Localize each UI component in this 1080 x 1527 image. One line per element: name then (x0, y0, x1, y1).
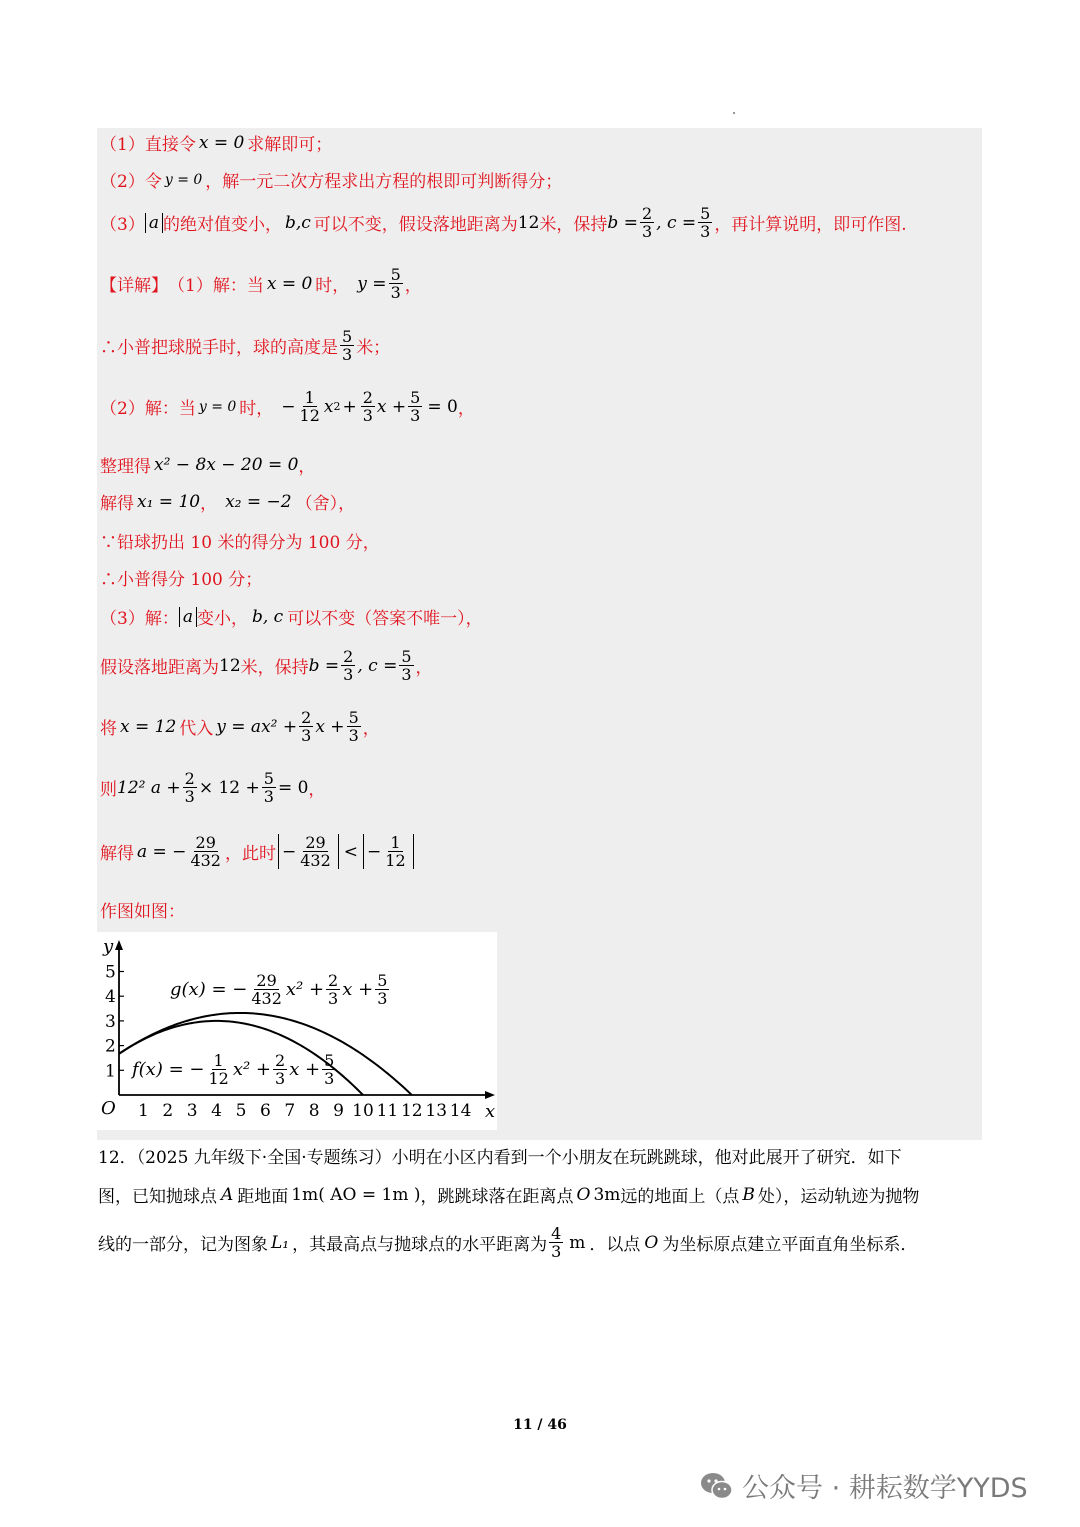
y-axis-label: y (103, 936, 114, 957)
solution-step-9 (100, 648, 433, 683)
denominator: 432 (251, 989, 282, 1008)
denominator: 3 (362, 406, 373, 425)
variable: x + (315, 716, 345, 737)
hint-text: （2）令 (100, 172, 162, 192)
numerator: 5 (390, 265, 401, 284)
hint-text: ，解一元二次方程求出方程的根即可判断得分； (205, 172, 563, 192)
x-tick-label: 14 (449, 1101, 472, 1121)
denominator: 3 (324, 1069, 335, 1088)
numerator: 4 (551, 1224, 562, 1243)
x-tick-label: 4 (211, 1101, 223, 1121)
step-text: 时， (239, 399, 274, 419)
denominator: 3 (401, 665, 412, 684)
operator: + (342, 396, 357, 417)
numerator: 5 (700, 204, 711, 223)
fraction (273, 1052, 287, 1087)
y-tick-label: 4 (105, 987, 116, 1008)
step-text: 作图如图： (100, 902, 185, 922)
step-text: ， (298, 457, 316, 477)
absolute-value (278, 834, 339, 869)
fraction (341, 648, 355, 683)
denominator: 432 (300, 851, 331, 870)
root: x₂ = −2 (225, 491, 292, 512)
numerator: 2 (362, 388, 373, 407)
equation: = 0 (277, 777, 309, 798)
step-text: （1）解：当 (168, 276, 264, 296)
numerator: 2 (343, 647, 354, 666)
y-tick-label: 1 (105, 1061, 116, 1082)
g-function-label (170, 972, 391, 1007)
y-tick-label: 2 (105, 1036, 116, 1057)
x-tick-label: 9 (333, 1101, 345, 1121)
x-tick-label: 8 (308, 1101, 320, 1121)
fraction (340, 328, 354, 363)
numerator: 29 (256, 971, 277, 990)
step-text: ，此时 (224, 844, 276, 864)
numerator: 5 (348, 708, 359, 727)
denominator: 3 (348, 726, 359, 745)
solution-step-11 (100, 770, 325, 805)
fraction (188, 834, 223, 869)
fraction (326, 972, 340, 1007)
question-text: 线的一部分，记为图象 (98, 1235, 268, 1255)
solution-step-2 (100, 328, 390, 363)
wechat-icon (700, 1471, 734, 1501)
step-text: 整理得 (100, 457, 151, 477)
label-text: x² + (232, 1059, 271, 1080)
step-text: ∵铅球扔出 10 米的得分为 100 分， (100, 533, 380, 553)
point-label: O (576, 1184, 591, 1205)
step-text: 解得 (100, 844, 134, 864)
step-text: 变小， (196, 609, 248, 629)
question-12-line-3 (98, 1225, 982, 1260)
question-text: ．以点 (589, 1235, 641, 1255)
absolute-value (363, 834, 414, 869)
numerator: 5 (263, 769, 274, 788)
equation: = 0 (427, 396, 458, 417)
variables: b,c (284, 212, 311, 233)
fraction (298, 834, 333, 869)
x-tick-label: 5 (235, 1101, 247, 1121)
hint-3 (100, 205, 907, 240)
equation: b = (308, 655, 340, 676)
y-tick-label: 5 (105, 962, 116, 983)
step-text: ， (362, 719, 380, 739)
x-tick-label: 12 (400, 1101, 423, 1121)
x-axis-label: x (485, 1101, 496, 1122)
y-tick-label: 3 (105, 1011, 116, 1032)
numerator: 2 (328, 971, 339, 990)
fraction (249, 972, 284, 1007)
question-text: ，其最高点与抛球点的水平距离为 (292, 1235, 548, 1255)
fraction (298, 389, 322, 424)
label-text: f(x) = − (132, 1059, 205, 1080)
x-tick-label: 11 (376, 1101, 399, 1121)
step-text: ∴小普把球脱手时，球的高度是 (100, 338, 338, 358)
equation: y = 0 (198, 398, 237, 415)
point-label: A (221, 1184, 234, 1205)
question-12-line-2 (98, 1182, 982, 1207)
measure: 1m (291, 1184, 319, 1205)
step-text: 假设落地距离为 (100, 658, 219, 678)
variable: x (323, 396, 334, 417)
solution-step-8 (100, 604, 483, 629)
equation: , c = (357, 655, 398, 676)
fraction (361, 389, 375, 424)
solution-step-13 (100, 897, 185, 922)
detail-tag: 【详解】 (100, 276, 168, 296)
step-text: （2）解：当 (100, 399, 196, 419)
solution-step-3: （2）解：当 y = 0 时， − $\frac{1}{12}$ x 2 + $\frac{2}{3}$ x + $\frac{5}{3}$ = 0 ， (100, 388, 475, 425)
step-text: 时， (315, 276, 350, 296)
denominator: 3 (377, 989, 388, 1008)
watermark-text: 公众号 · 耕耘数学YYDS (742, 1473, 1028, 1504)
equation: , c = (656, 212, 697, 233)
step-text: （舍）， (295, 494, 356, 514)
equation: y = 0 (164, 171, 203, 188)
question-text: 处），运动轨迹为抛物 (757, 1187, 920, 1207)
fraction (322, 1052, 336, 1087)
numerator: 5 (342, 327, 353, 346)
denominator: 3 (301, 726, 312, 745)
step-text: ， (457, 399, 475, 419)
denominator: 12 (299, 406, 320, 425)
step-text: 则 (100, 780, 117, 800)
denominator: 432 (190, 851, 221, 870)
fraction (262, 770, 276, 805)
hint-text: 求解即可； (247, 135, 333, 155)
denominator: 3 (641, 222, 653, 241)
numerator: 1 (213, 1051, 224, 1070)
step-text: ∴小普得分 100 分； (100, 570, 263, 590)
fraction (549, 1225, 563, 1260)
numerator: 1 (304, 388, 315, 407)
x-tick-label: 2 (162, 1101, 174, 1121)
equation: 12² a + (117, 777, 181, 798)
hint-1 (100, 130, 332, 155)
denominator: 3 (700, 222, 711, 241)
denominator: 12 (208, 1069, 229, 1088)
step-text: （3）解： (100, 609, 179, 629)
step-text: 米； (356, 338, 391, 358)
denominator: 3 (275, 1069, 286, 1088)
root: x₁ = 10 (137, 491, 201, 512)
watermark (700, 1466, 1028, 1505)
variables: b, c (251, 606, 284, 627)
hint-text: 可以不变，假设落地距离为 (313, 215, 518, 235)
operator: − (281, 841, 297, 862)
solution-step-1 (100, 266, 422, 301)
numerator: 5 (377, 971, 388, 990)
hint-text: 的绝对值变小， (162, 215, 282, 235)
operator: − (281, 396, 296, 417)
denominator: 3 (328, 989, 339, 1008)
hint-2 (100, 167, 562, 192)
equation: x = 0 (198, 132, 245, 153)
equation: a = − (137, 841, 187, 862)
absolute-value: a (179, 607, 197, 627)
fraction (408, 389, 422, 424)
numerator: 5 (401, 647, 412, 666)
operator: − (367, 841, 382, 862)
variable: x + (376, 396, 407, 417)
numerator: 2 (184, 769, 195, 788)
solution-step-5 (100, 489, 355, 514)
number: 12 (219, 655, 241, 676)
x-tick-label: 13 (425, 1101, 448, 1121)
solution-step-7 (100, 565, 262, 590)
fraction (399, 648, 413, 683)
point-label: O (644, 1232, 659, 1253)
x-tick-label: 10 (352, 1101, 374, 1121)
page-number: 11 / 46 (513, 1417, 567, 1433)
step-text: 解得 (100, 494, 134, 514)
fraction (299, 709, 313, 744)
question-12-line-1 (98, 1143, 982, 1168)
equation: y = ax² + (216, 716, 298, 737)
graph-label: L₁ (271, 1232, 290, 1253)
x-tick-label: 6 (259, 1101, 271, 1121)
denominator: 3 (551, 1242, 562, 1261)
numerator: 1 (390, 833, 401, 852)
hint-text: 米，保持 (539, 215, 608, 235)
step-text: 将 (100, 719, 117, 739)
numerator: 2 (641, 204, 653, 223)
equation: × 12 + (198, 777, 260, 798)
denominator: 3 (343, 665, 354, 684)
numerator: 2 (301, 708, 312, 727)
equation: b = (607, 212, 638, 233)
label-text: x² + (285, 979, 325, 1000)
equation: y = (357, 273, 387, 294)
question-text: 12．（2025 九年级下·全国·专题练习）小明在小区内看到一个小朋友在玩跳跳球，他对此展开了研究．如下 (98, 1148, 902, 1168)
number: 12 (517, 212, 540, 233)
hint-text: ，再计算说明，即可作图. (714, 215, 907, 235)
hint-text: （3） (100, 215, 145, 235)
numerator: 2 (275, 1051, 286, 1070)
equation: x = 0 (266, 273, 313, 294)
fraction (347, 709, 361, 744)
equation: x² − 8x − 20 = 0 (154, 454, 299, 475)
step-text: ， (308, 780, 326, 800)
measure: 3m (593, 1184, 621, 1205)
fraction (640, 205, 654, 240)
absolute-value: a (145, 213, 163, 233)
unit: m (569, 1232, 586, 1253)
fraction (383, 834, 407, 869)
numerator: 29 (305, 833, 326, 852)
x-tick-label: 7 (284, 1101, 296, 1121)
fraction (206, 1052, 230, 1087)
question-text: ，跳跳球落在距离点 (420, 1187, 574, 1207)
numerator: 5 (410, 388, 421, 407)
x-tick-label: 3 (186, 1101, 198, 1121)
solution-step-4 (100, 452, 315, 477)
fraction (389, 266, 403, 301)
solution-step-10 (100, 709, 380, 744)
solution-step-6 (100, 528, 380, 553)
label-text: g(x) = − (170, 979, 248, 1000)
step-text: ， (415, 658, 433, 678)
point-label: B (742, 1184, 755, 1205)
numerator: 29 (195, 833, 216, 852)
question-text: 图，已知抛球点 (98, 1187, 217, 1207)
solution-step-12 (100, 834, 416, 869)
denominator: 3 (342, 345, 353, 364)
denominator: 3 (410, 406, 421, 425)
step-text: 代入 (179, 719, 214, 739)
parabola-graph (97, 932, 497, 1130)
hint-text: （1）直接令 (100, 135, 196, 155)
label-text: x + (342, 979, 374, 1000)
fraction (698, 205, 712, 240)
denominator: 3 (390, 283, 401, 302)
denominator: 12 (385, 851, 406, 870)
stray-dot (733, 112, 735, 114)
label-text: x + (289, 1059, 321, 1080)
question-text: 为坐标原点建立平面直角坐标系． (662, 1235, 918, 1255)
x-tick-label: 1 (137, 1101, 149, 1121)
question-text: 远的地面上（点 (620, 1187, 740, 1207)
equation: x = 12 (120, 716, 177, 737)
denominator: 3 (263, 787, 274, 806)
fraction (183, 770, 197, 805)
denominator: 3 (184, 787, 195, 806)
fraction (375, 972, 389, 1007)
step-text: 可以不变（答案不唯一）， (287, 609, 483, 629)
question-text: 距地面 (237, 1187, 289, 1207)
operator: < (343, 841, 359, 862)
step-text: ， (404, 276, 422, 296)
origin-label: O (101, 1098, 116, 1119)
measure: ( AO = 1m ) (318, 1184, 421, 1205)
step-text: 米，保持 (240, 658, 309, 678)
step-text: ， (200, 494, 218, 514)
numerator: 5 (324, 1051, 335, 1070)
f-function-label (132, 1052, 338, 1087)
